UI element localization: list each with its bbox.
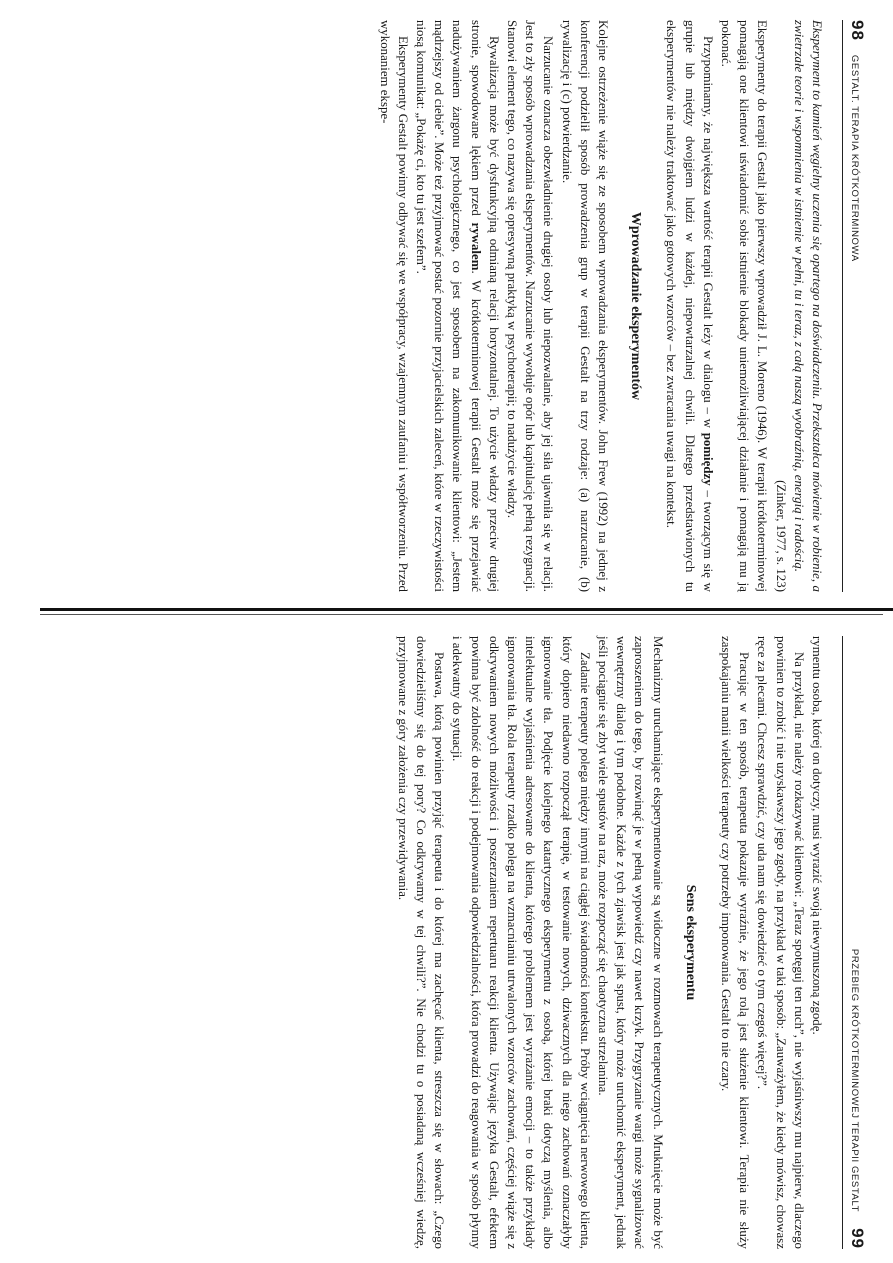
epigraph-citation: (Zinker, 1977, s. 123) — [773, 480, 788, 592]
running-header — [842, 20, 867, 592]
spine-line — [40, 614, 883, 615]
paragraph: Na przykład, nie należy rozkazywać klientowi: „Teraz spotęguj ten ruch”, nie wyjaśniwszy mu najpierw, dlaczego powinien to zrobić i nie uzyskawszy jego zgody, na przykład w taki sposób: „Zauważyłem, że kiedy mówisz, chowasz ręce za plecami. Chcesz sprawdzić, czy uda nam się dowiedzieć o tym czegoś więcej?”. — [755, 636, 806, 1249]
paragraph: Rywalizacja może być dysfunkcyjną odmianą relacji horyzontalnej. To użycie władzy przeciw drugiej stronie, spowodowane lękiem przed rywalem. W krótkoterminowej terapii Gestalt może się przejawiać nadużywaniem żargonu psychologicznego, co jest sposobem na zakomunikowanie klientowi: „Jestem mądrzejszy od ciebie”. Może też przyjmować postać pozornie przyjacielskich zaleceń, które w rzeczywistości niosą komunikat: „Pokażę ci, kto tu jest szefem”. — [413, 20, 501, 592]
running-header — [842, 636, 867, 1249]
right-page — [0, 616, 893, 1263]
paragraph: Zadanie terapeuty polega między innymi na ciągłej świadomości kontekstu. Próby wciągnięcia nerwowego klienta, który dopiero niedawno rozpoczął terapię, w testowanie nowych, dziwacznych dla niego zachowań oznaczałyby ignorowanie tła. Podjęcie kolejnego katartycznego eksperymentu z osobą, której braki dotyczą myślenia, albo intelektualne wyjaśnienia adresowane do klienta, którego problemem jest wyrażanie emocji – to także przykłady ignorowania tła. Rola terapeuty rzadko polega na wzmacnianiu utrwalonych wzorców zachowań, częściej wiąże się z odkrywaniem nowych możliwości i poszerzaniem repertuaru reakcji klienta. Używając języka Gestalt, efektem powinna być zdolność do reakcji i podejmowania odpowiedzialności, która prowadzi do reagowania w sposób płynny i adekwatny do sytuacji. — [450, 636, 592, 1249]
paragraph: Mechanizmy uruchamiające eksperymentowanie są widoczne w rozmowach terapeutycznych. Mruknięcie może być zaproszeniem do tego, by rozwinąć je w pełną wypowiedź czy nawet krzyk. Przygryzanie wargi może sygnalizować wewnętrzny dialog i tym podobne. Każde z tych zjawisk jest jak spust, który może uruchomić eksperyment, jednak jeśli pociągnie się zbyt wiele spustów na raz, może rozpocząć się chaotyczna strzelanina. — [595, 636, 665, 1249]
running-head: PRZEBIEG KRÓTKOTERMINOWEJ TERAPII GESTALT — [849, 948, 860, 1213]
running-head: GESTALT. TERAPIA KRÓTKOTERMINOWA — [849, 54, 860, 262]
section-heading: Wprowadzanie eksperymentów — [628, 211, 644, 401]
left-page — [0, 0, 893, 606]
paragraph: Postawa, którą powinien przyjąć terapeuta i do której ma zachęcać klienta, streszcza się w słowach: „Czego dowiedzieliśmy się do tej pory? Co odkrywamy w tej chwili?”. Nie chodzi tu o posiadaną wcześniej wiedzę, przyjmowane z góry założenia czy przewidywania. — [395, 636, 447, 1249]
spine-shadow — [40, 608, 893, 611]
book-spine — [0, 606, 893, 616]
page-number: 99 — [848, 1228, 867, 1249]
paragraph: rymentu osoba, której on dotyczy, musi wyrazić swoją niewymuszoną zgodę. — [810, 636, 824, 1035]
paragraph: Kolejne ostrzeżenie wiąże się ze sposobem wprowadzania eksperymentów. John Frew (1992) na jednej z konferencji podzielił sposób prowadzenia grup w terapii Gestalt na trzy rodzaje: (a) narzucanie, (b) rywalizację i (c) potwierdzanie. — [559, 20, 610, 592]
epigraph: Eksperyment to kamień węgielny uczenia się opartego na doświadczeniu. Przekształca mówienie w robienie, a zwietrzałe teorie i wspomnienia w istnienie w pełni, tu i teraz, z całą naszą wyobraźnią, energią i radością. — [791, 20, 824, 592]
page-number: 98 — [848, 20, 867, 41]
paragraph: Przypominamy, że największa wartość terapii Gestalt leży w dialogu – w pomiędzy – tworzącym się w grupie lub między dwojgiem ludzi w każdej, niepowtarzalnej chwili. Dlatego przedstawionych tu eksperymentów nie należy traktować jako gotowych wzorców – bez zwracania uwagi na kontekst. — [664, 20, 715, 592]
paragraph: Narzucanie oznacza obezwładnienie drugiej osoby lub niepozwalanie, aby jej siła ujawniła się w relacji. Jest to zły sposób wprowadzania eksperymentów. Narzucanie wywołuje opór lub kapitulację pełną rezygnacji. Stanowi element tego, co nazywa się opresywną praktyką w psychoterapii; to nadużycie władzy. — [504, 20, 556, 592]
paragraph: Eksperymenty do terapii Gestalt jako pierwszy wprowadził J. L. Moreno (1946). W terapii krótkoterminowej pomagają one klientowi uświadomić sobie istnienie blokady uniemożliwiającej działanie i pomagają mu ją pokonać. — [718, 20, 770, 592]
paragraph: Eksperymenty Gestalt powinny odbywać się we współpracy, wzajemnym zaufaniu i współtworzeniu. Przed wykonaniem ekspe- — [377, 20, 410, 592]
section-heading: Sens eksperymentu — [682, 884, 698, 1001]
paragraph: Pracując w ten sposób, terapeuta pokazuje wyraźnie, że jego rolą jest służenie klientowi. Terapia nie służy zaspokajaniu manii wielkości terapeuty czy potrzeby imponowania. Gestalt to nie czary. — [718, 636, 752, 1249]
